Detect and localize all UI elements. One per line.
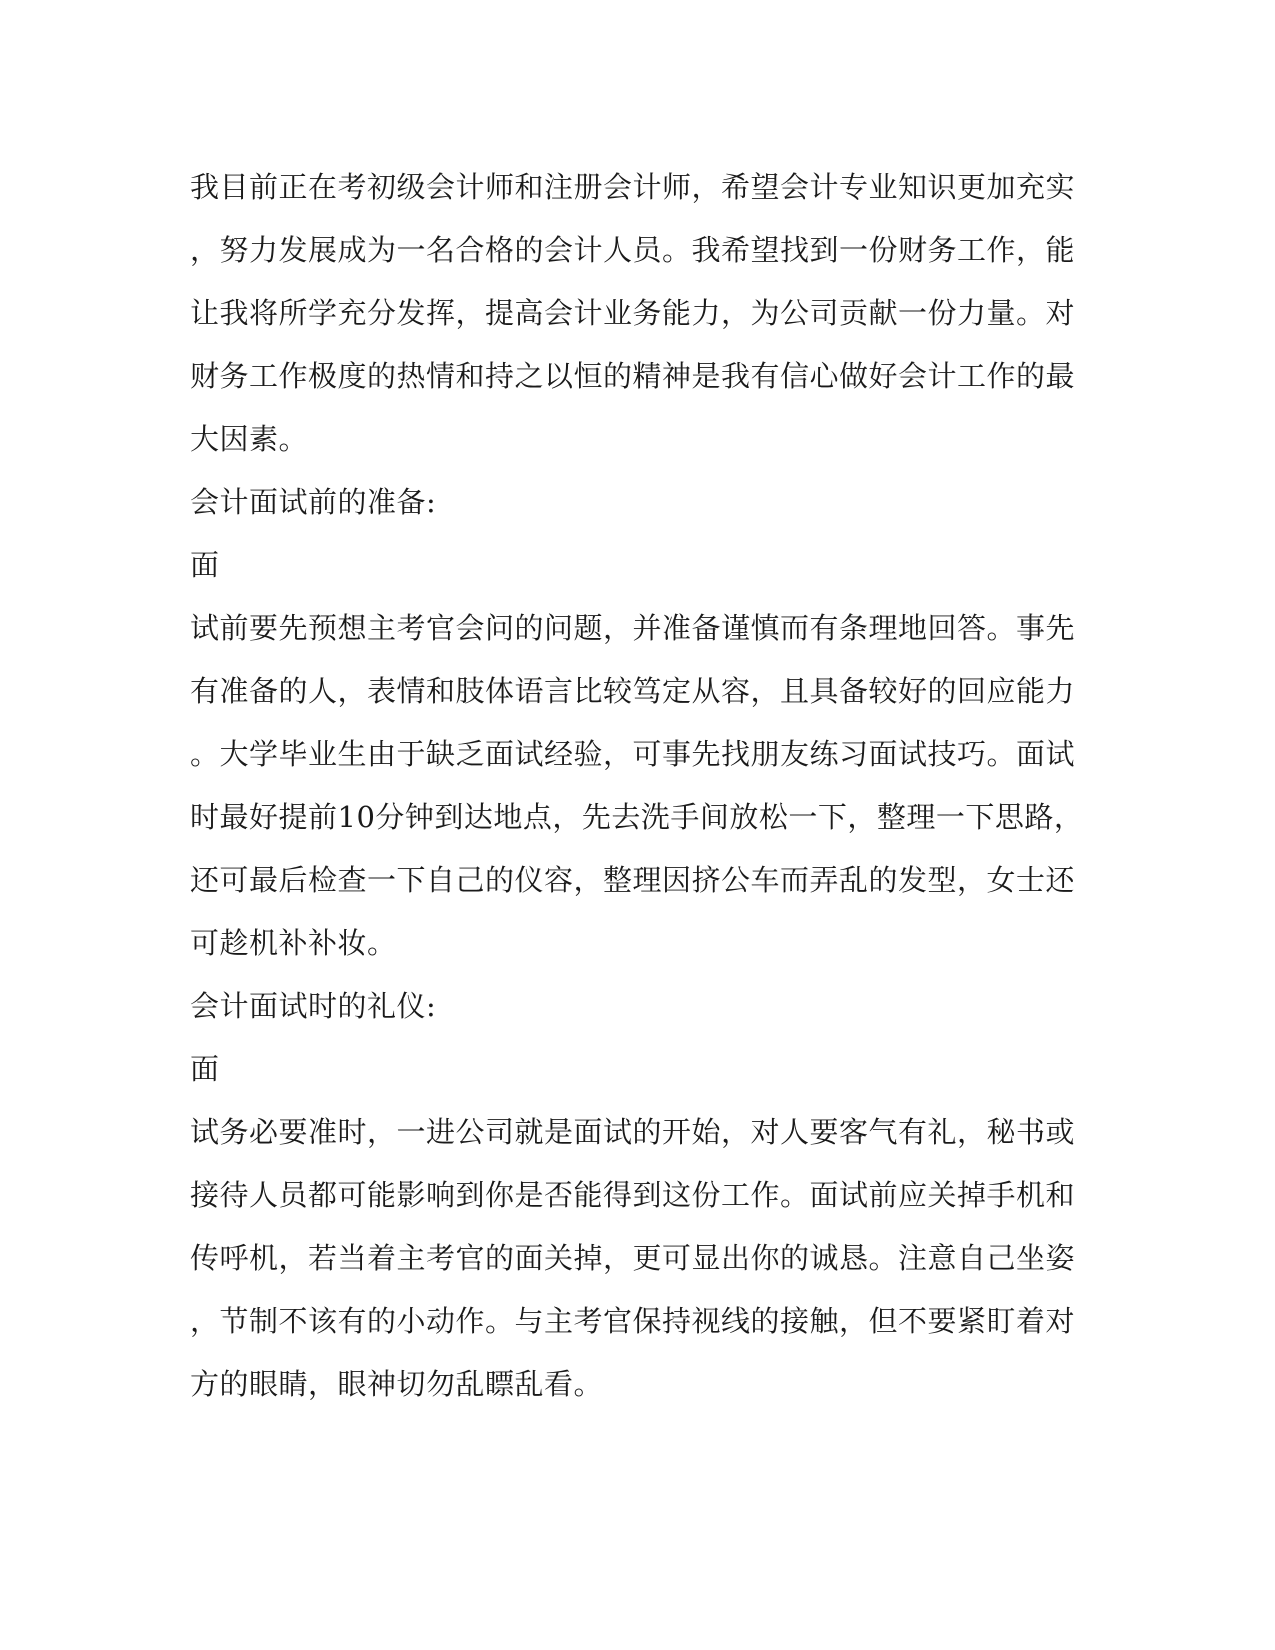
text-line: 还可最后检查一下自己的仪容，整理因挤公车而弄乱的发型，女士还 [190, 863, 1076, 897]
paragraph-career-goals [190, 156, 1076, 471]
text-line: 我目前正在考初级会计师和注册会计师，希望会计专业知识更加充实 [190, 170, 1076, 204]
text-line: 大因素。 [190, 422, 309, 456]
text-line: 试前要先预想主考官会问的问题，并准备谨慎而有条理地回答。事先 [190, 611, 1076, 645]
text-line: ，努力发展成为一名合格的会计人员。我希望找到一份财务工作，能 [190, 233, 1076, 267]
text-line: 。大学毕业生由于缺乏面试经验，可事先找朋友练习面试技巧。面试 [190, 737, 1076, 771]
paragraph-preparation [190, 534, 1084, 975]
text-line: ，节制不该有的小动作。与主考官保持视线的接触，但不要紧盯着对 [190, 1304, 1076, 1338]
text-line: 让我将所学充分发挥，提高会计业务能力，为公司贡献一份力量。对 [190, 296, 1076, 330]
text-line: 财务工作极度的热情和持之以恒的精神是我有信心做好会计工作的最 [190, 359, 1076, 393]
text-line: 有准备的人，表情和肢体语言比较笃定从容，且具备较好的回应能力 [190, 674, 1076, 708]
text-line: 面 [190, 548, 220, 582]
text-line: 时最好提前10分钟到达地点，先去洗手间放松一下，整理一下思路， [190, 800, 1084, 834]
paragraph-etiquette [190, 1038, 1076, 1416]
text-line: 可趁机补补妆。 [190, 926, 397, 960]
text-line: 传呼机，若当着主考官的面关掉，更可显出你的诚恳。注意自己坐姿 [190, 1241, 1076, 1275]
text-line: 试务必要准时，一进公司就是面试的开始，对人要客气有礼，秘书或 [190, 1115, 1076, 1149]
document-body [190, 156, 1084, 1416]
text-line: 方的眼睛，眼神切勿乱瞟乱看。 [190, 1367, 604, 1401]
section-heading-preparation: 会计面试前的准备: [190, 485, 437, 519]
section-heading-etiquette: 会计面试时的礼仪: [190, 989, 437, 1023]
text-line: 面 [190, 1052, 220, 1086]
text-line: 接待人员都可能影响到你是否能得到这份工作。面试前应关掉手机和 [190, 1178, 1076, 1212]
